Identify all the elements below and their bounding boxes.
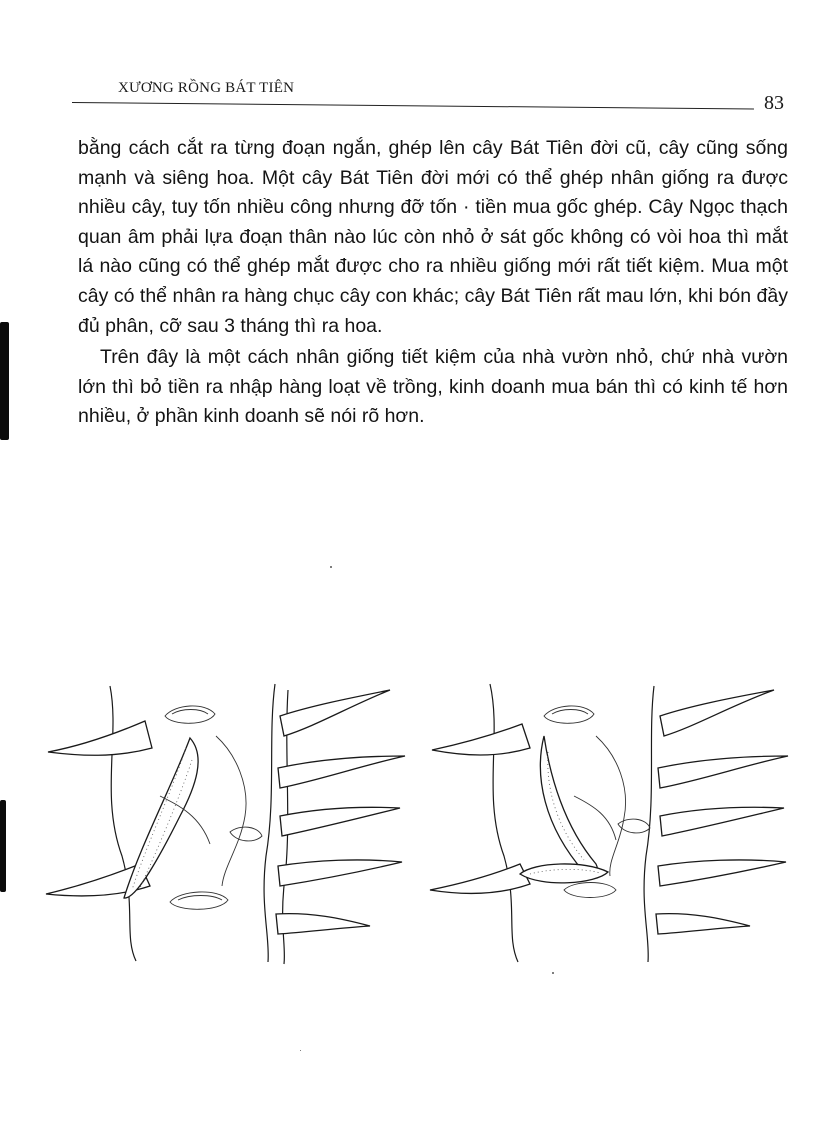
paragraph-2: Trên đây là một cách nhân giống tiết kiệm của nhà vườn nhỏ, chứ nhà vườn lớn thì bỏ tiền ra nhập hàng loạt về trồng, kinh doanh mua bán thì có kinh tế hơn nhiều, ở phần kinh doanh sẽ nói rõ hơn. — [78, 346, 788, 428]
spine-right-1 — [660, 690, 774, 736]
scion-piece — [124, 738, 198, 898]
scan-binding-mark-top — [0, 322, 9, 440]
contour-line — [216, 736, 246, 886]
speck — [552, 972, 554, 974]
grafted-bud — [520, 864, 608, 883]
spine-right-2 — [658, 756, 788, 788]
spine-left-bottom — [430, 864, 530, 893]
cactus-graft-illustration-before — [40, 676, 410, 966]
speck — [300, 1050, 301, 1051]
scion-piece-long — [540, 736, 597, 874]
spine-left-top — [48, 721, 152, 755]
cactus-graft-before-svg — [40, 676, 410, 966]
areole-top — [544, 706, 594, 723]
paragraph-1: bằng cách cắt ra từng đoạn ngắn, ghép lên cây Bát Tiên đời cũ, cây cũng sống mạnh và siêng hoa. Một cây Bát Tiên đời mới có thể ghép nhân giống ra được nhiều cây, tuy tốn nhiều công nhưng đỡ tốn · tiền mua gốc ghép. Cây Ngọc thạch quan âm phải lựa đoạn thân nào lúc còn nhỏ ở sát gốc không có vòi hoa thì mắt lá nào cũng có thể ghép mắt được cho ra nhiều giống mới rất tiết kiệm. Mua một cây có thể nhân ra hàng chục cây con khác; cây Bát Tiên rất mau lớn, khi bón đầy đủ phân, cỡ sau 3 tháng thì ra hoa. — [78, 137, 788, 337]
header-title: XƯƠNG RỒNG BÁT TIÊN — [118, 80, 295, 96]
areole-bottom — [170, 892, 228, 909]
spine-right-5 — [276, 914, 370, 934]
spine-right-2 — [278, 756, 405, 788]
contour-line — [596, 736, 626, 876]
stem-outline-center — [644, 686, 654, 962]
stem-outline-center — [264, 684, 275, 962]
cactus-graft-illustration-after — [424, 676, 794, 966]
spine-right-4 — [278, 860, 402, 886]
spine-right-5 — [656, 914, 750, 934]
page-number: 83 — [764, 92, 784, 114]
areole-middle — [230, 827, 262, 841]
header-rule — [72, 102, 754, 110]
body-text — [78, 134, 788, 432]
spine-right-1 — [280, 690, 390, 736]
areole-bottom — [564, 883, 616, 898]
spine-right-4 — [658, 860, 786, 886]
cactus-graft-after-svg — [424, 676, 794, 966]
stem-outline-left — [490, 684, 518, 962]
spine-left-top — [432, 724, 530, 755]
scan-binding-mark-bottom — [0, 800, 6, 892]
speck — [330, 566, 332, 568]
areole-top — [165, 706, 215, 723]
spine-right-3 — [280, 807, 400, 836]
spine-right-3 — [660, 807, 784, 836]
running-header — [72, 74, 762, 124]
